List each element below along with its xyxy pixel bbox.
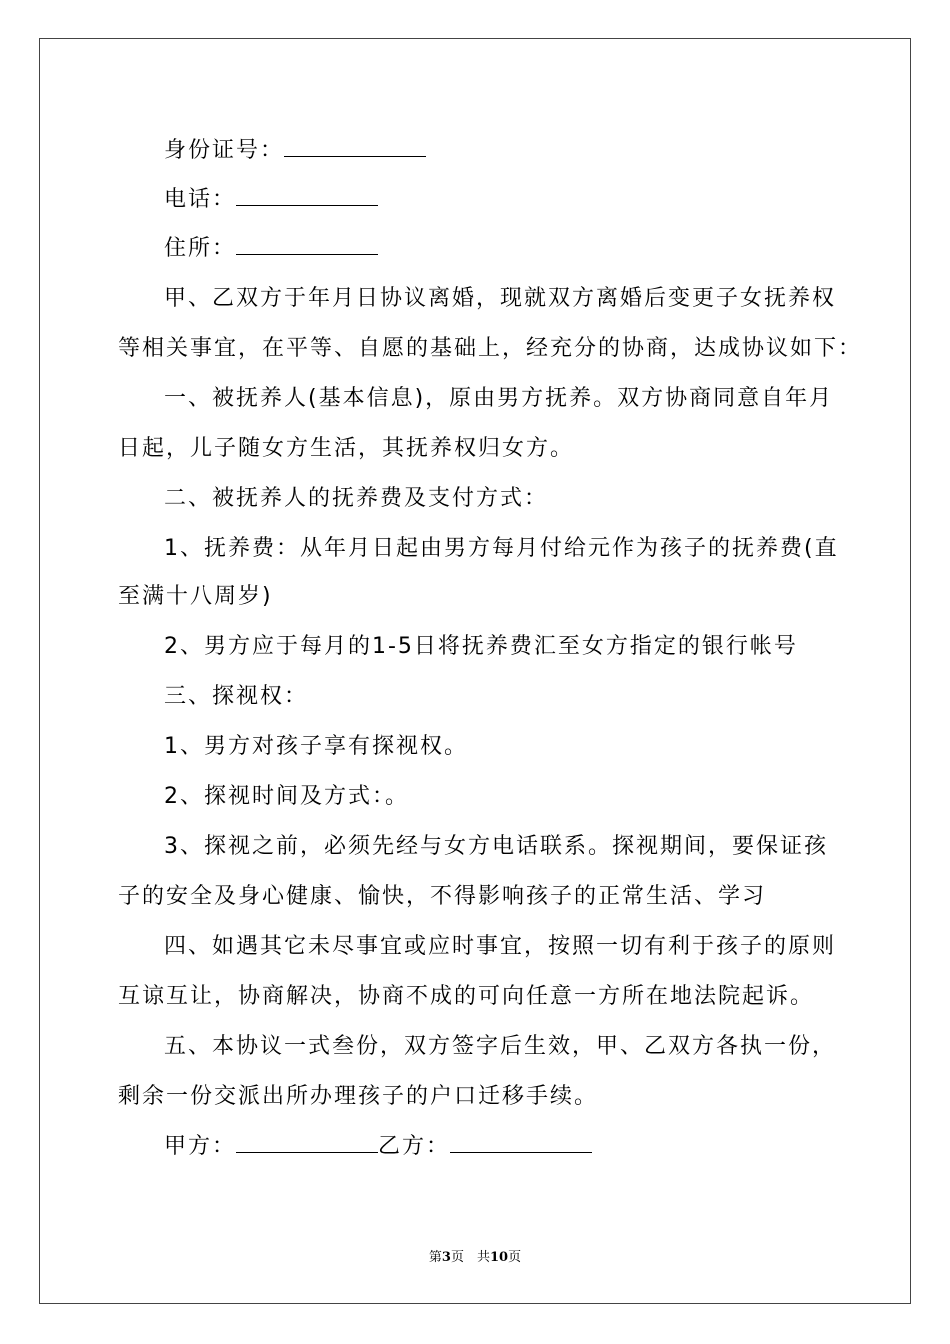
article-1-line-1: 一、被抚养人(基本信息)，原由男方抚养。双方协商同意自年月	[164, 386, 834, 411]
phone-field	[0, 185, 950, 215]
id-number-label: 身份证号：	[164, 138, 285, 163]
article-2-title: 二、被抚养人的抚养费及支付方式：	[164, 486, 549, 511]
address-field	[0, 234, 950, 264]
footer-page-suffix: 页	[508, 1250, 522, 1265]
intro-line-2: 等相关事宜，在平等、自愿的基础上，经充分的协商，达成协议如下：	[118, 336, 863, 361]
id-number-field	[0, 136, 950, 166]
signature-line	[0, 1132, 950, 1162]
address-blank	[236, 236, 378, 255]
address-label: 住所：	[164, 236, 237, 261]
party-b-label: 乙方：	[378, 1134, 451, 1159]
footer-page-total: 10	[489, 1250, 509, 1265]
article-2-item-2: 2、男方应于每月的1-5日将抚养费汇至女方指定的银行帐号	[164, 634, 798, 659]
intro-line-1: 甲、乙双方于年月日协议离婚，现就双方离婚后变更子女抚养权	[164, 286, 837, 311]
party-a-label: 甲方：	[164, 1134, 237, 1159]
article-3-item-1: 1、男方对孩子享有探视权。	[164, 734, 468, 759]
article-2-item-1-line-1: 1、抚养费：从年月日起由男方每月付给元作为孩子的抚养费(直	[164, 536, 839, 561]
article-3-item-2: 2、探视时间及方式：。	[164, 784, 409, 809]
article-2-item-1-line-2: 至满十八周岁)	[118, 584, 273, 609]
article-3-title: 三、探视权：	[164, 684, 309, 709]
footer-page-mid: 页 共	[450, 1250, 490, 1265]
phone-label: 电话：	[164, 187, 237, 212]
article-5-line-2: 剩余一份交派出所办理孩子的户口迁移手续。	[118, 1084, 599, 1109]
article-3-item-3-line-1: 3、探视之前，必须先经与女方电话联系。探视期间，要保证孩	[164, 834, 828, 859]
party-b-blank	[450, 1134, 592, 1153]
id-number-blank	[284, 138, 426, 157]
article-3-item-3-line-2: 子的安全及身心健康、愉快，不得影响孩子的正常生活、学习	[118, 884, 767, 909]
phone-blank	[236, 187, 378, 206]
party-a-blank	[236, 1134, 378, 1153]
page-footer	[0, 1246, 950, 1265]
article-4-line-1: 四、如遇其它未尽事宜或应时事宜，按照一切有利于孩子的原则	[164, 934, 837, 959]
article-1-line-2: 日起，儿子随女方生活，其抚养权归女方。	[118, 436, 575, 461]
article-4-line-2: 互谅互让，协商解决，协商不成的可向任意一方所在地法院起诉。	[118, 984, 815, 1009]
footer-page-current: 3	[441, 1250, 451, 1265]
footer-page-prefix: 第	[428, 1250, 442, 1265]
article-5-line-1: 五、本协议一式叁份，双方签字后生效，甲、乙双方各执一份，	[164, 1034, 837, 1059]
page-border	[39, 38, 911, 1304]
